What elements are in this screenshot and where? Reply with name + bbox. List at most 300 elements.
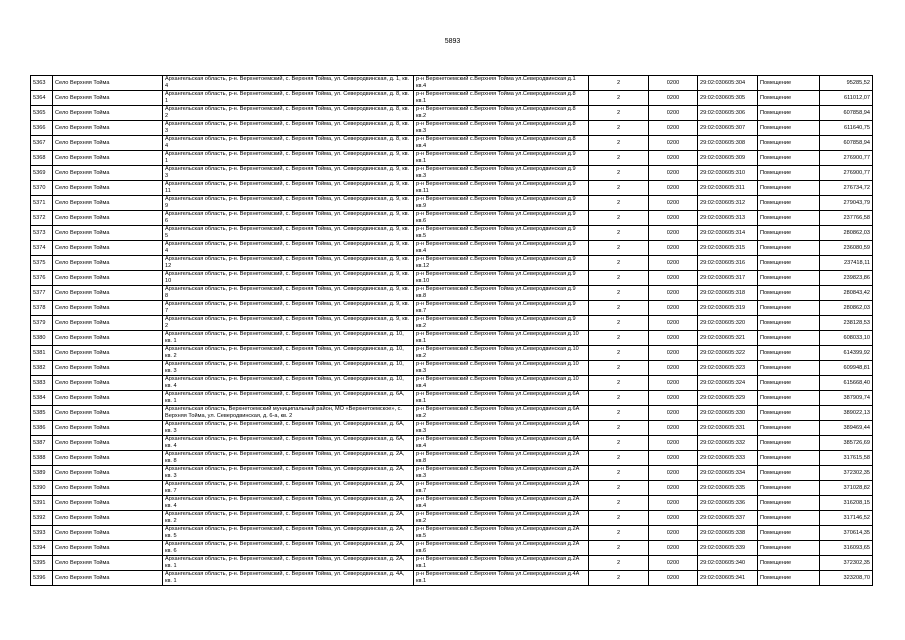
- code-cell: 2: [589, 571, 649, 586]
- short-address-cell: р-н Верхнетоемский с.Верхняя Тойма ул.Северодвинская д.6А кв.2: [414, 406, 589, 421]
- cadastral-value-cell: 316093,65: [820, 541, 873, 556]
- cadastral-value-cell: 236080,59: [820, 241, 873, 256]
- address-cell: Архангельская область, р-н. Верхнетоемский, с. Верхняя Тойма, ул. Северодвинская, д. 2А, кв. 4: [163, 496, 414, 511]
- row-number-cell: 5391: [31, 496, 53, 511]
- cadastral-number-cell: 29:02:030605:340: [698, 556, 758, 571]
- object-type-cell: Помещение: [758, 421, 820, 436]
- settlement-cell: Село Верхняя Тойма: [53, 286, 163, 301]
- address-cell: Архангельская область, р-н. Верхнетоемский, с. Верхняя Тойма, ул. Северодвинская, д. 2А, кв. 2: [163, 511, 414, 526]
- cadastral-number-cell: 29:02:030605:314: [698, 226, 758, 241]
- object-type-cell: Помещение: [758, 286, 820, 301]
- short-address-cell: р-н Верхнетоемский с.Верхняя Тойма ул.Северодвинская д.4А кв.1: [414, 571, 589, 586]
- object-type-cell: Помещение: [758, 571, 820, 586]
- table-row: [31, 481, 873, 496]
- row-number-cell: 5365: [31, 106, 53, 121]
- cadastral-number-cell: 29:02:030605:337: [698, 511, 758, 526]
- address-cell: Архангельская область, р-н. Верхнетоемский, с. Верхняя Тойма, ул. Северодвинская, д. 9, кв. 7: [163, 301, 414, 316]
- code-cell: 2: [589, 436, 649, 451]
- address-cell: Архангельская область, р-н. Верхнетоемский, с. Верхняя Тойма, ул. Северодвинская, д. 9, кв. 4: [163, 241, 414, 256]
- cadastral-value-cell: 607858,94: [820, 106, 873, 121]
- settlement-cell: Село Верхняя Тойма: [53, 376, 163, 391]
- category-code-cell: 0200: [649, 226, 698, 241]
- cadastral-value-cell: 370614,35: [820, 526, 873, 541]
- cadastral-number-cell: 29:02:030605:339: [698, 541, 758, 556]
- cadastral-value-cell: 372302,35: [820, 556, 873, 571]
- address-cell: Архангельская область, р-н. Верхнетоемский, с. Верхняя Тойма, ул. Северодвинская, д. 9, кв. 8: [163, 286, 414, 301]
- code-cell: 2: [589, 271, 649, 286]
- table-row: [31, 361, 873, 376]
- row-number-cell: 5366: [31, 121, 53, 136]
- cadastral-value-cell: 372302,35: [820, 466, 873, 481]
- category-code-cell: 0200: [649, 91, 698, 106]
- row-number-cell: 5372: [31, 211, 53, 226]
- code-cell: 2: [589, 511, 649, 526]
- row-number-cell: 5389: [31, 466, 53, 481]
- short-address-cell: р-н Верхнетоемский с.Верхняя Тойма ул.Северодвинская д.9 кв.1: [414, 151, 589, 166]
- category-code-cell: 0200: [649, 211, 698, 226]
- code-cell: 2: [589, 391, 649, 406]
- code-cell: 2: [589, 181, 649, 196]
- code-cell: 2: [589, 196, 649, 211]
- code-cell: 2: [589, 361, 649, 376]
- short-address-cell: р-н Верхнетоемский с.Верхняя Тойма ул.Северодвинская д.9 кв.2: [414, 316, 589, 331]
- category-code-cell: 0200: [649, 496, 698, 511]
- cadastral-number-cell: 29:02:030605:317: [698, 271, 758, 286]
- table-row: [31, 166, 873, 181]
- short-address-cell: р-н Верхнетоемский с.Верхняя Тойма ул.Северодвинская д.2А кв.4: [414, 496, 589, 511]
- address-cell: Архангельская область, р-н. Верхнетоемский, с. Верхняя Тойма, ул. Северодвинская, д. 2А, кв. 8: [163, 451, 414, 466]
- code-cell: 2: [589, 496, 649, 511]
- category-code-cell: 0200: [649, 76, 698, 91]
- category-code-cell: 0200: [649, 451, 698, 466]
- cadastral-number-cell: 29:02:030605:335: [698, 481, 758, 496]
- settlement-cell: Село Верхняя Тойма: [53, 346, 163, 361]
- cadastral-value-cell: 609948,81: [820, 361, 873, 376]
- address-cell: Архангельская область, р-н. Верхнетоемский, с. Верхняя Тойма, ул. Северодвинская, д. 9, кв. 11: [163, 181, 414, 196]
- address-cell: Архангельская область, р-н. Верхнетоемский, с. Верхняя Тойма, ул. Северодвинская, д. 2А, кв. 1: [163, 556, 414, 571]
- cadastral-number-cell: 29:02:030605:336: [698, 496, 758, 511]
- object-type-cell: Помещение: [758, 256, 820, 271]
- settlement-cell: Село Верхняя Тойма: [53, 271, 163, 286]
- table-row: [31, 91, 873, 106]
- cadastral-value-cell: 387909,74: [820, 391, 873, 406]
- cadastral-number-cell: 29:02:030605:308: [698, 136, 758, 151]
- table-row: [31, 271, 873, 286]
- settlement-cell: Село Верхняя Тойма: [53, 226, 163, 241]
- code-cell: 2: [589, 121, 649, 136]
- category-code-cell: 0200: [649, 421, 698, 436]
- object-type-cell: Помещение: [758, 91, 820, 106]
- cadastral-number-cell: 29:02:030605:305: [698, 91, 758, 106]
- cadastral-value-cell: 389022,13: [820, 406, 873, 421]
- table-row: [31, 466, 873, 481]
- code-cell: 2: [589, 151, 649, 166]
- cadastral-value-cell: 280862,03: [820, 226, 873, 241]
- address-cell: Архангельская область, р-н. Верхнетоемский, с. Верхняя Тойма, ул. Северодвинская, д. 10, кв. 4: [163, 376, 414, 391]
- category-code-cell: 0200: [649, 271, 698, 286]
- short-address-cell: р-н Верхнетоемский с.Верхняя Тойма ул.Северодвинская д.10 кв.2: [414, 346, 589, 361]
- cadastral-value-cell: 608033,10: [820, 331, 873, 346]
- short-address-cell: р-н Верхнетоемский с.Верхняя Тойма ул.Северодвинская д.10 кв.1: [414, 331, 589, 346]
- object-type-cell: Помещение: [758, 181, 820, 196]
- row-number-cell: 5393: [31, 526, 53, 541]
- object-type-cell: Помещение: [758, 136, 820, 151]
- code-cell: 2: [589, 301, 649, 316]
- short-address-cell: р-н Верхнетоемский с.Верхняя Тойма ул.Северодвинская д.9 кв.12: [414, 256, 589, 271]
- table-row: [31, 196, 873, 211]
- category-code-cell: 0200: [649, 481, 698, 496]
- short-address-cell: р-н Верхнетоемский с.Верхняя Тойма ул.Северодвинская д.8 кв.2: [414, 106, 589, 121]
- address-cell: Архангельская область, р-н. Верхнетоемский, с. Верхняя Тойма, ул. Северодвинская, д. 1, кв. 4: [163, 76, 414, 91]
- cadastral-number-cell: 29:02:030605:318: [698, 286, 758, 301]
- cadastral-value-cell: 280843,42: [820, 286, 873, 301]
- address-cell: Архангельская область, р-н. Верхнетоемский, с. Верхняя Тойма, ул. Северодвинская, д. 8, кв. 4: [163, 136, 414, 151]
- settlement-cell: Село Верхняя Тойма: [53, 526, 163, 541]
- short-address-cell: р-н Верхнетоемский с.Верхняя Тойма ул.Северодвинская д.8 кв.1: [414, 91, 589, 106]
- row-number-cell: 5369: [31, 166, 53, 181]
- cadastral-number-cell: 29:02:030605:313: [698, 211, 758, 226]
- table-row: [31, 436, 873, 451]
- settlement-cell: Село Верхняя Тойма: [53, 241, 163, 256]
- object-type-cell: Помещение: [758, 556, 820, 571]
- address-cell: Архангельская область, р-н. Верхнетоемский, с. Верхняя Тойма, ул. Северодвинская, д. 10, кв. 3: [163, 361, 414, 376]
- object-type-cell: Помещение: [758, 301, 820, 316]
- cadastral-number-cell: 29:02:030605:333: [698, 451, 758, 466]
- cadastral-value-cell: 615668,40: [820, 376, 873, 391]
- settlement-cell: Село Верхняя Тойма: [53, 301, 163, 316]
- cadastral-value-cell: 385726,69: [820, 436, 873, 451]
- settlement-cell: Село Верхняя Тойма: [53, 76, 163, 91]
- short-address-cell: р-н Верхнетоемский с.Верхняя Тойма ул.Северодвинская д.8 кв.3: [414, 121, 589, 136]
- short-address-cell: р-н Верхнетоемский с.Верхняя Тойма ул.Северодвинская д.6А кв.1: [414, 391, 589, 406]
- address-cell: Архангельская область, р-н. Верхнетоемский, с. Верхняя Тойма, ул. Северодвинская, д. 2А, кв. 7: [163, 481, 414, 496]
- row-number-cell: 5370: [31, 181, 53, 196]
- page-number: 5893: [444, 38, 461, 45]
- address-cell: Архангельская область, Верхнетоемский муниципальный район, МО «Верхнетоемское», с. Верхняя Тойма, ул. Северодвинская, д. 6-а, кв. 2: [163, 406, 414, 421]
- row-number-cell: 5378: [31, 301, 53, 316]
- table-row: [31, 136, 873, 151]
- settlement-cell: Село Верхняя Тойма: [53, 406, 163, 421]
- category-code-cell: 0200: [649, 241, 698, 256]
- row-number-cell: 5375: [31, 256, 53, 271]
- settlement-cell: Село Верхняя Тойма: [53, 316, 163, 331]
- settlement-cell: Село Верхняя Тойма: [53, 361, 163, 376]
- row-number-cell: 5385: [31, 406, 53, 421]
- row-number-cell: 5387: [31, 436, 53, 451]
- category-code-cell: 0200: [649, 571, 698, 586]
- address-cell: Архангельская область, р-н. Верхнетоемский, с. Верхняя Тойма, ул. Северодвинская, д. 6А, кв. 4: [163, 436, 414, 451]
- cadastral-value-cell: 238128,53: [820, 316, 873, 331]
- address-cell: Архангельская область, р-н. Верхнетоемский, с. Верхняя Тойма, ул. Северодвинская, д. 9, кв. 2: [163, 316, 414, 331]
- category-code-cell: 0200: [649, 361, 698, 376]
- object-type-cell: Помещение: [758, 481, 820, 496]
- object-type-cell: Помещение: [758, 466, 820, 481]
- table-row: [31, 406, 873, 421]
- row-number-cell: 5386: [31, 421, 53, 436]
- code-cell: 2: [589, 136, 649, 151]
- object-type-cell: Помещение: [758, 541, 820, 556]
- short-address-cell: р-н Верхнетоемский с.Верхняя Тойма ул.Северодвинская д.9 кв.6: [414, 211, 589, 226]
- cadastral-value-cell: 239823,86: [820, 271, 873, 286]
- table-row: [31, 421, 873, 436]
- registry-table: [30, 75, 873, 586]
- cadastral-number-cell: 29:02:030605:316: [698, 256, 758, 271]
- cadastral-number-cell: 29:02:030605:309: [698, 151, 758, 166]
- short-address-cell: р-н Верхнетоемский с.Верхняя Тойма ул.Северодвинская д.10 кв.4: [414, 376, 589, 391]
- short-address-cell: р-н Верхнетоемский с.Верхняя Тойма ул.Северодвинская д.2А кв.7: [414, 481, 589, 496]
- category-code-cell: 0200: [649, 121, 698, 136]
- cadastral-value-cell: 323208,70: [820, 571, 873, 586]
- object-type-cell: Помещение: [758, 211, 820, 226]
- short-address-cell: р-н Верхнетоемский с.Верхняя Тойма ул.Северодвинская д.10 кв.3: [414, 361, 589, 376]
- category-code-cell: 0200: [649, 436, 698, 451]
- category-code-cell: 0200: [649, 256, 698, 271]
- cadastral-number-cell: 29:02:030605:331: [698, 421, 758, 436]
- table-row: [31, 451, 873, 466]
- row-number-cell: 5396: [31, 571, 53, 586]
- address-cell: Архангельская область, р-н. Верхнетоемский, с. Верхняя Тойма, ул. Северодвинская, д. 6А, кв. 3: [163, 421, 414, 436]
- row-number-cell: 5394: [31, 541, 53, 556]
- table-row: [31, 181, 873, 196]
- address-cell: Архангельская область, р-н. Верхнетоемский, с. Верхняя Тойма, ул. Северодвинская, д. 9, кв. 5: [163, 226, 414, 241]
- address-cell: Архангельская область, р-н. Верхнетоемский, с. Верхняя Тойма, ул. Северодвинская, д. 2А, кв. 3: [163, 466, 414, 481]
- cadastral-value-cell: 279043,79: [820, 196, 873, 211]
- object-type-cell: Помещение: [758, 76, 820, 91]
- row-number-cell: 5381: [31, 346, 53, 361]
- address-cell: Архангельская область, р-н. Верхнетоемский, с. Верхняя Тойма, ул. Северодвинская, д. 10, кв. 2: [163, 346, 414, 361]
- cadastral-number-cell: 29:02:030605:304: [698, 76, 758, 91]
- settlement-cell: Село Верхняя Тойма: [53, 166, 163, 181]
- table-row: [31, 316, 873, 331]
- object-type-cell: Помещение: [758, 391, 820, 406]
- code-cell: 2: [589, 451, 649, 466]
- row-number-cell: 5377: [31, 286, 53, 301]
- settlement-cell: Село Верхняя Тойма: [53, 256, 163, 271]
- address-cell: Архангельская область, р-н. Верхнетоемский, с. Верхняя Тойма, ул. Северодвинская, д. 9, кв. 10: [163, 271, 414, 286]
- code-cell: 2: [589, 541, 649, 556]
- table-row: [31, 241, 873, 256]
- short-address-cell: р-н Верхнетоемский с.Верхняя Тойма ул.Северодвинская д.9 кв.3: [414, 166, 589, 181]
- table-row: [31, 496, 873, 511]
- settlement-cell: Село Верхняя Тойма: [53, 181, 163, 196]
- row-number-cell: 5371: [31, 196, 53, 211]
- code-cell: 2: [589, 421, 649, 436]
- category-code-cell: 0200: [649, 511, 698, 526]
- table-row: [31, 256, 873, 271]
- row-number-cell: 5390: [31, 481, 53, 496]
- cadastral-number-cell: 29:02:030605:311: [698, 181, 758, 196]
- code-cell: 2: [589, 346, 649, 361]
- short-address-cell: р-н Верхнетоемский с.Верхняя Тойма ул.Северодвинская д.9 кв.10: [414, 271, 589, 286]
- table-row: [31, 526, 873, 541]
- category-code-cell: 0200: [649, 136, 698, 151]
- settlement-cell: Село Верхняя Тойма: [53, 496, 163, 511]
- settlement-cell: Село Верхняя Тойма: [53, 91, 163, 106]
- cadastral-number-cell: 29:02:030605:312: [698, 196, 758, 211]
- cadastral-value-cell: 237418,11: [820, 256, 873, 271]
- short-address-cell: р-н Верхнетоемский с.Верхняя Тойма ул.Северодвинская д.2А кв.2: [414, 511, 589, 526]
- category-code-cell: 0200: [649, 151, 698, 166]
- category-code-cell: 0200: [649, 181, 698, 196]
- row-number-cell: 5376: [31, 271, 53, 286]
- cadastral-value-cell: 276900,77: [820, 166, 873, 181]
- object-type-cell: Помещение: [758, 106, 820, 121]
- short-address-cell: р-н Верхнетоемский с.Верхняя Тойма ул.Северодвинская д.2А кв.6: [414, 541, 589, 556]
- cadastral-value-cell: 611012,07: [820, 91, 873, 106]
- address-cell: Архангельская область, р-н. Верхнетоемский, с. Верхняя Тойма, ул. Северодвинская, д. 8, кв. 2: [163, 106, 414, 121]
- short-address-cell: р-н Верхнетоемский с.Верхняя Тойма ул.Северодвинская д.2А кв.8: [414, 451, 589, 466]
- category-code-cell: 0200: [649, 466, 698, 481]
- row-number-cell: 5388: [31, 451, 53, 466]
- code-cell: 2: [589, 331, 649, 346]
- cadastral-value-cell: 276900,77: [820, 151, 873, 166]
- cadastral-number-cell: 29:02:030605:321: [698, 331, 758, 346]
- settlement-cell: Село Верхняя Тойма: [53, 196, 163, 211]
- address-cell: Архангельская область, р-н. Верхнетоемский, с. Верхняя Тойма, ул. Северодвинская, д. 10, кв. 1: [163, 331, 414, 346]
- cadastral-value-cell: 371028,82: [820, 481, 873, 496]
- cadastral-number-cell: 29:02:030605:323: [698, 361, 758, 376]
- code-cell: 2: [589, 106, 649, 121]
- category-code-cell: 0200: [649, 526, 698, 541]
- cadastral-number-cell: 29:02:030605:319: [698, 301, 758, 316]
- cadastral-number-cell: 29:02:030605:322: [698, 346, 758, 361]
- cadastral-number-cell: 29:02:030605:307: [698, 121, 758, 136]
- table-row: [31, 106, 873, 121]
- cadastral-number-cell: 29:02:030605:332: [698, 436, 758, 451]
- address-cell: Архангельская область, р-н. Верхнетоемский, с. Верхняя Тойма, ул. Северодвинская, д. 2А, кв. 6: [163, 541, 414, 556]
- cadastral-value-cell: 317146,52: [820, 511, 873, 526]
- cadastral-number-cell: 29:02:030605:341: [698, 571, 758, 586]
- row-number-cell: 5384: [31, 391, 53, 406]
- table-row: [31, 571, 873, 586]
- object-type-cell: Помещение: [758, 151, 820, 166]
- address-cell: Архангельская область, р-н. Верхнетоемский, с. Верхняя Тойма, ул. Северодвинская, д. 8, кв. 3: [163, 121, 414, 136]
- cadastral-value-cell: 611640,75: [820, 121, 873, 136]
- code-cell: 2: [589, 226, 649, 241]
- settlement-cell: Село Верхняя Тойма: [53, 391, 163, 406]
- address-cell: Архангельская область, р-н. Верхнетоемский, с. Верхняя Тойма, ул. Северодвинская, д. 2А, кв. 5: [163, 526, 414, 541]
- object-type-cell: Помещение: [758, 166, 820, 181]
- address-cell: Архангельская область, р-н. Верхнетоемский, с. Верхняя Тойма, ул. Северодвинская, д. 9, кв. 1: [163, 151, 414, 166]
- settlement-cell: Село Верхняя Тойма: [53, 421, 163, 436]
- settlement-cell: Село Верхняя Тойма: [53, 571, 163, 586]
- code-cell: 2: [589, 466, 649, 481]
- row-number-cell: 5380: [31, 331, 53, 346]
- settlement-cell: Село Верхняя Тойма: [53, 121, 163, 136]
- cadastral-value-cell: 280862,03: [820, 301, 873, 316]
- settlement-cell: Село Верхняя Тойма: [53, 136, 163, 151]
- cadastral-number-cell: 29:02:030605:334: [698, 466, 758, 481]
- row-number-cell: 5383: [31, 376, 53, 391]
- table-row: [31, 226, 873, 241]
- table-row: [31, 556, 873, 571]
- address-cell: Архангельская область, р-н. Верхнетоемский, с. Верхняя Тойма, ул. Северодвинская, д. 9, кв. 12: [163, 256, 414, 271]
- row-number-cell: 5373: [31, 226, 53, 241]
- cadastral-value-cell: 317615,58: [820, 451, 873, 466]
- short-address-cell: р-н Верхнетоемский с.Верхняя Тойма ул.Северодвинская д.1 кв.4: [414, 76, 589, 91]
- category-code-cell: 0200: [649, 331, 698, 346]
- category-code-cell: 0200: [649, 286, 698, 301]
- settlement-cell: Село Верхняя Тойма: [53, 466, 163, 481]
- object-type-cell: Помещение: [758, 316, 820, 331]
- settlement-cell: Село Верхняя Тойма: [53, 106, 163, 121]
- table-row: [31, 211, 873, 226]
- cadastral-number-cell: 29:02:030605:330: [698, 406, 758, 421]
- category-code-cell: 0200: [649, 406, 698, 421]
- cadastral-number-cell: 29:02:030605:315: [698, 241, 758, 256]
- object-type-cell: Помещение: [758, 271, 820, 286]
- object-type-cell: Помещение: [758, 361, 820, 376]
- code-cell: 2: [589, 376, 649, 391]
- category-code-cell: 0200: [649, 346, 698, 361]
- table-row: [31, 331, 873, 346]
- code-cell: 2: [589, 241, 649, 256]
- category-code-cell: 0200: [649, 541, 698, 556]
- cadastral-number-cell: 29:02:030605:320: [698, 316, 758, 331]
- cadastral-value-cell: 316208,15: [820, 496, 873, 511]
- object-type-cell: Помещение: [758, 496, 820, 511]
- code-cell: 2: [589, 211, 649, 226]
- object-type-cell: Помещение: [758, 436, 820, 451]
- object-type-cell: Помещение: [758, 196, 820, 211]
- cadastral-value-cell: 95285,52: [820, 76, 873, 91]
- row-number-cell: 5368: [31, 151, 53, 166]
- short-address-cell: р-н Верхнетоемский с.Верхняя Тойма ул.Северодвинская д.9 кв.9: [414, 196, 589, 211]
- table-body: [31, 76, 873, 586]
- code-cell: 2: [589, 556, 649, 571]
- address-cell: Архангельская область, р-н. Верхнетоемский, с. Верхняя Тойма, ул. Северодвинская, д. 4А, кв. 1: [163, 571, 414, 586]
- short-address-cell: р-н Верхнетоемский с.Верхняя Тойма ул.Северодвинская д.9 кв.8: [414, 286, 589, 301]
- row-number-cell: 5367: [31, 136, 53, 151]
- code-cell: 2: [589, 406, 649, 421]
- category-code-cell: 0200: [649, 301, 698, 316]
- object-type-cell: Помещение: [758, 241, 820, 256]
- settlement-cell: Село Верхняя Тойма: [53, 451, 163, 466]
- table-row: [31, 286, 873, 301]
- object-type-cell: Помещение: [758, 331, 820, 346]
- code-cell: 2: [589, 166, 649, 181]
- short-address-cell: р-н Верхнетоемский с.Верхняя Тойма ул.Северодвинская д.6А кв.4: [414, 436, 589, 451]
- object-type-cell: Помещение: [758, 376, 820, 391]
- settlement-cell: Село Верхняя Тойма: [53, 436, 163, 451]
- category-code-cell: 0200: [649, 391, 698, 406]
- table-row: [31, 541, 873, 556]
- object-type-cell: Помещение: [758, 406, 820, 421]
- code-cell: 2: [589, 256, 649, 271]
- cadastral-number-cell: 29:02:030605:310: [698, 166, 758, 181]
- table-row: [31, 391, 873, 406]
- address-cell: Архангельская область, р-н. Верхнетоемский, с. Верхняя Тойма, ул. Северодвинская, д. 6А, кв. 1: [163, 391, 414, 406]
- row-number-cell: 5364: [31, 91, 53, 106]
- cadastral-value-cell: 607858,94: [820, 136, 873, 151]
- category-code-cell: 0200: [649, 196, 698, 211]
- cadastral-value-cell: 614399,92: [820, 346, 873, 361]
- table-row: [31, 346, 873, 361]
- cadastral-value-cell: 276734,72: [820, 181, 873, 196]
- short-address-cell: р-н Верхнетоемский с.Верхняя Тойма ул.Северодвинская д.2А кв.5: [414, 526, 589, 541]
- row-number-cell: 5392: [31, 511, 53, 526]
- object-type-cell: Помещение: [758, 346, 820, 361]
- category-code-cell: 0200: [649, 376, 698, 391]
- row-number-cell: 5395: [31, 556, 53, 571]
- cadastral-number-cell: 29:02:030605:338: [698, 526, 758, 541]
- object-type-cell: Помещение: [758, 451, 820, 466]
- row-number-cell: 5382: [31, 361, 53, 376]
- settlement-cell: Село Верхняя Тойма: [53, 556, 163, 571]
- table-row: [31, 511, 873, 526]
- settlement-cell: Село Верхняя Тойма: [53, 511, 163, 526]
- short-address-cell: р-н Верхнетоемский с.Верхняя Тойма ул.Северодвинская д.8 кв.4: [414, 136, 589, 151]
